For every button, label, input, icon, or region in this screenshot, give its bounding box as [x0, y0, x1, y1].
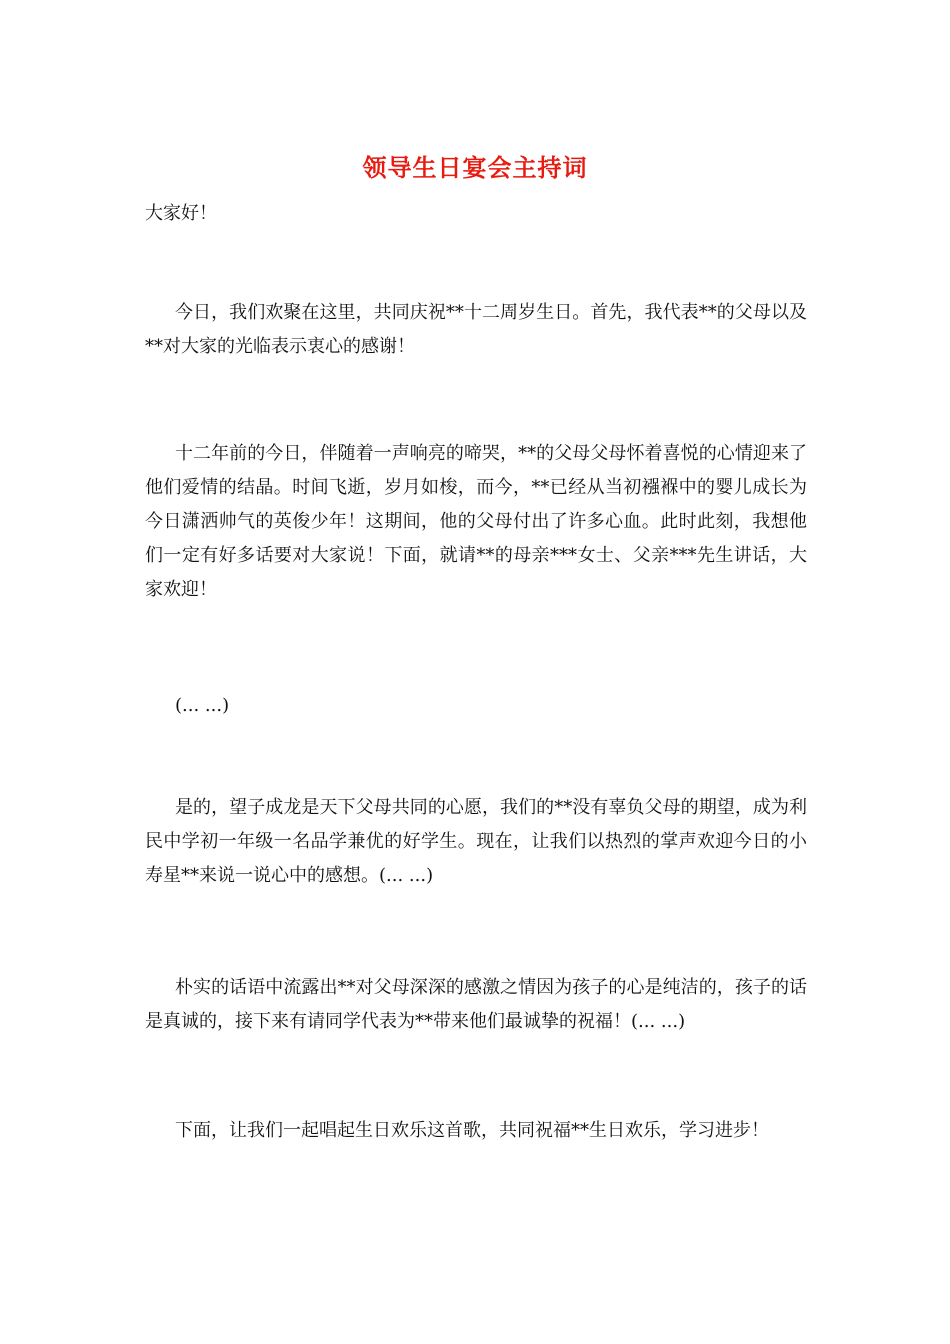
- paragraph: (... ...): [175, 695, 230, 716]
- paragraph: 今日，我们欢聚在这里，共同庆祝**十二周岁生日。首先，我代表**的父母以及**对大家的光临表示衷心的感谢！: [145, 302, 807, 357]
- paragraph: 朴实的话语中流露出**对父母深深的感激之情因为孩子的心是纯洁的，孩子的话是真诚的，接下来有请同学代表为**带来他们最诚挚的祝福！(... ...): [145, 977, 807, 1032]
- paragraph: 下面，让我们一起唱起生日欢乐这首歌，共同祝福**生日欢乐，学习进步！: [175, 1120, 769, 1141]
- paragraph: 十二年前的今日，伴随着一声响亮的啼哭，**的父母父母怀着喜悦的心情迎来了他们爱情的结晶。时间飞逝，岁月如梭，而今，**已经从当初襁褓中的婴儿成长为今日潇洒帅气的英俊少年！这期间，他的父母付出了许多心血。此时此刻，我想他们一定有好多话要对大家说！下面，就请**的母亲***女士、父亲***先生讲话，大家欢迎！: [145, 443, 807, 600]
- greeting-text: 大家好！: [145, 203, 217, 224]
- document-title: 领导生日宴会主持词: [362, 153, 588, 182]
- paragraph: 是的，望子成龙是天下父母共同的心愿，我们的**没有辜负父母的期望，成为利民中学初一年级一名品学兼优的好学生。现在，让我们以热烈的掌声欢迎今日的小寿星**来说一说心中的感想。(... ...): [145, 797, 807, 886]
